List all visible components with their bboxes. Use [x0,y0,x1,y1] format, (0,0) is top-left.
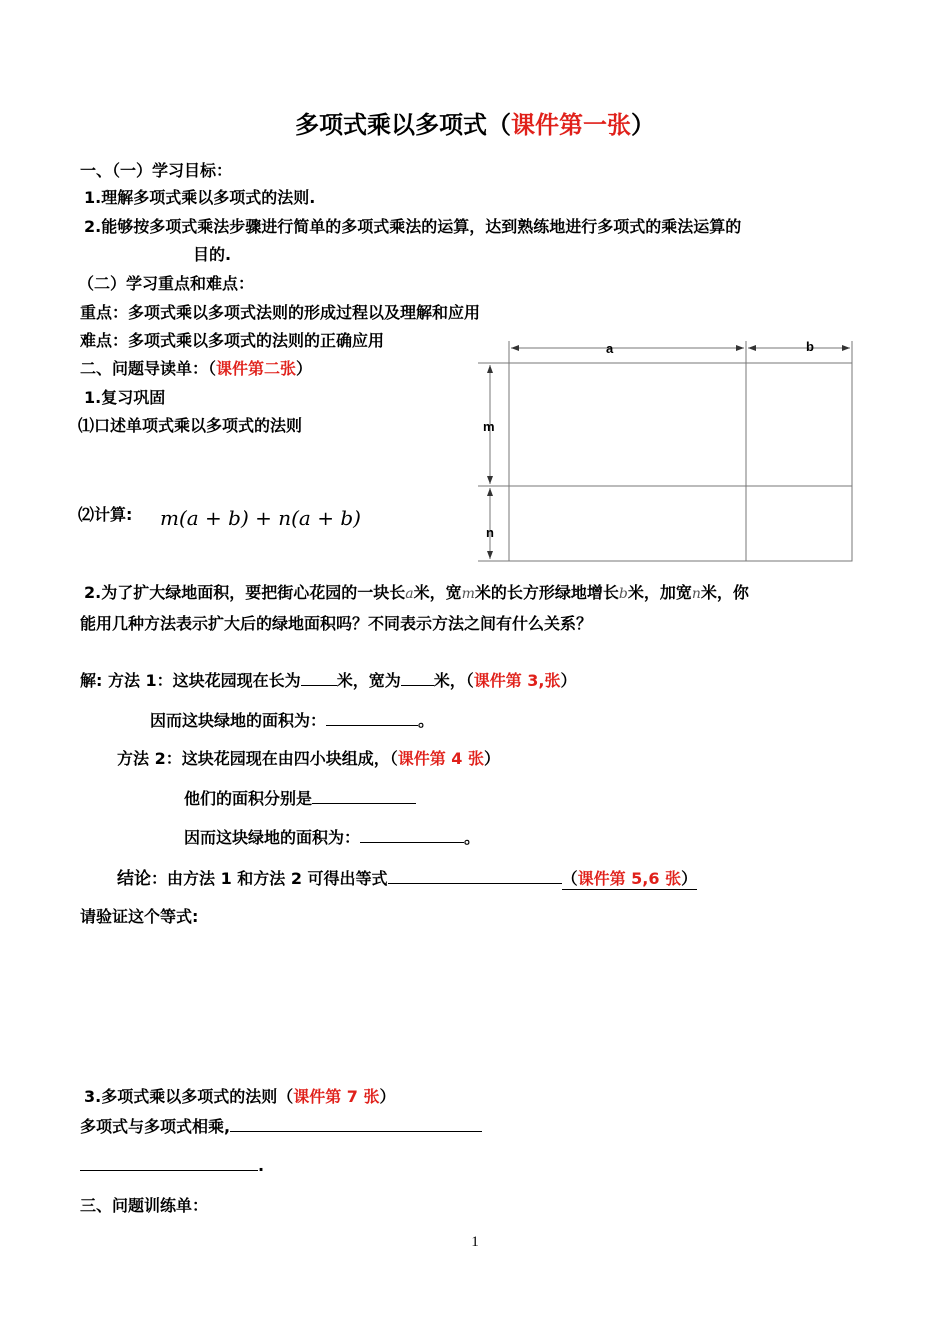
blank-equation[interactable] [388,867,562,884]
method-1-area-end: 。 [418,711,435,730]
problem-2-text-4: 米，加宽 [627,583,692,602]
method-1-area-line [150,708,434,731]
method-2-parts-line [184,786,416,809]
section-2-heading-text: 二、问题导读单：（ [80,359,217,378]
section-2-heading-close: ） [296,359,313,378]
review-question-2: ⑵计算: [78,505,133,524]
method-1-close: ） [560,671,577,690]
rule-heading [84,1084,396,1107]
section-2-slide-ref: 课件第二张 [216,359,297,378]
problem-2-line1 [84,580,749,603]
conclusion-text: ：由方法 1 和方法 2 可得出等式 [151,869,388,888]
title-close: ） [631,111,655,139]
blank-width[interactable] [401,669,434,686]
section-1-heading: 一、（一）学习目标： [80,161,233,180]
method-2-text: 方法 2：这块花园现在由四小块组成，（ [117,749,398,768]
method-1-text-c: 米，（ [433,671,474,690]
page-number: 1 [471,1234,479,1250]
objective-2-line1: 2.能够按多项式乘法步骤进行简单的多项式乘法的运算，达到熟练地进行多项式的乘法运算的 [84,217,742,236]
method-2-area-line [184,825,480,848]
rule-heading-close: ） [379,1087,396,1106]
method-1-area-text: 因而这块绿地的面积为： [150,711,327,730]
blank-parts[interactable] [312,787,416,804]
problem-2-text-1: 2.为了扩大绿地面积，要把街心花园的一块长 [84,583,406,602]
objective-1: 1.理解多项式乘以多项式的法则. [84,188,316,207]
garden-diagram [478,336,858,566]
conclusion-label: 结论 [117,869,151,889]
method-2-close: ） [484,749,501,768]
problem-2-text-3: 米的长方形绿地增长 [474,583,619,602]
var-b: b [618,586,628,602]
rule-text: 多项式与多项式相乘, [80,1117,231,1136]
method-1-slide-ref: 课件第 3,张 [473,671,561,690]
title-main: 多项式乘以多项式（ [295,111,511,139]
problem-2-line2: 能用几种方法表示扩大后的绿地面积吗？不同表示方法之间有什么关系？ [80,614,593,633]
conclusion-slide-ref: 课件第 5,6 张 [577,869,682,888]
method-2-area-end: 。 [464,828,481,847]
method-2-area-text: 因而这块绿地的面积为： [184,828,361,847]
label-b: b [806,339,814,354]
rule-line [80,1114,482,1137]
method-1-text-a: 解: 方法 1：这块花园现在长为 [80,671,301,690]
rule-line-2-end: . [258,1156,265,1175]
problem-2-text-2: 米，宽 [413,583,462,602]
key-point: 重点：多项式乘以多项式法则的形成过程以及理解和应用 [80,303,481,322]
method-2-line [117,746,500,769]
conclusion-open: （ [561,869,578,888]
blank-rule-2[interactable] [80,1154,258,1171]
garden-outer-rect [509,363,852,561]
label-m: m [483,419,495,434]
method-2-slide-ref: 课件第 4 张 [397,749,484,768]
blank-rule-1[interactable] [230,1115,482,1132]
var-n: n [691,586,701,602]
rule-heading-text: 3.多项式乘以多项式的法则（ [84,1087,294,1106]
rule-slide-ref: 课件第 7 张 [293,1087,380,1106]
problem-2-text-5: 米，你 [700,583,749,602]
method-2-parts-text: 他们的面积分别是 [184,789,313,808]
compute-expression: m(a + b) + n(a + b) [160,506,361,530]
section-3-heading: 三、问题训练单： [80,1196,209,1215]
subsection-key-points: （二）学习重点和难点： [78,274,255,293]
review-heading: 1.复习巩固 [84,388,166,407]
var-a: a [405,586,414,602]
blank-length[interactable] [301,669,337,686]
var-m: m [461,586,475,602]
difficult-point: 难点：多项式乘以多项式的法则的正确应用 [80,331,385,350]
page-title [0,105,950,145]
section-2-heading [80,356,312,379]
title-slide-ref: 课件第一张 [511,111,631,139]
label-n: n [486,525,494,540]
objective-2-line2: 目的. [193,245,232,264]
blank-area-2[interactable] [360,826,464,843]
rule-line-2 [80,1154,264,1175]
blank-area-1[interactable] [326,709,418,726]
method-1-line [80,668,577,691]
review-question-1: ⑴口述单项式乘以多项式的法则 [78,416,303,435]
verify-prompt: 请验证这个等式: [80,907,199,926]
label-a: a [606,341,614,356]
conclusion-line [117,864,697,890]
method-1-text-b: 米，宽为 [336,671,401,690]
conclusion-close: ） [681,869,698,888]
